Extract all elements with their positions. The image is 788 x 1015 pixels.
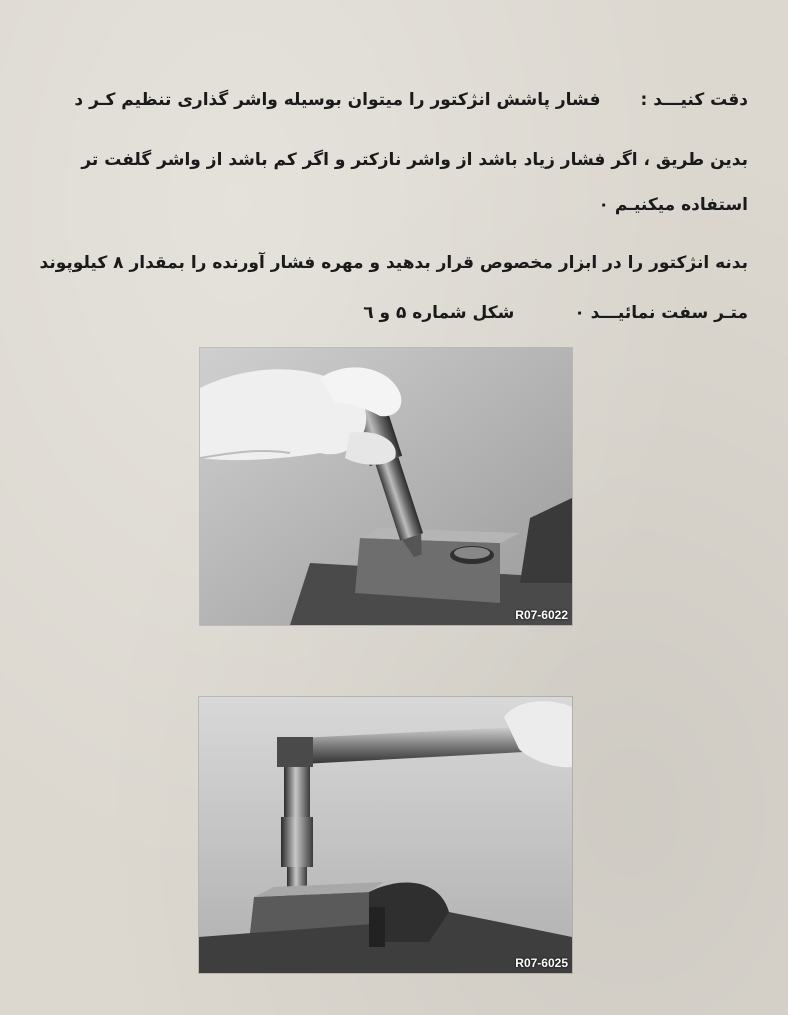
note-line-2: بدین طریق ، اگر فشار زیاد باشد از واشر نازکتر و اگر کم باشد از واشر گلفت تر (81, 150, 748, 170)
figure-6-photo (199, 697, 572, 973)
figure-5-photo (200, 348, 572, 625)
instruction-line-1: بدنه انژکتور را در ابزار مخصوص قرار بدهید و مهره فشار آورنده را بمقدار ۸ کیلوپوند (39, 253, 748, 273)
figure-code: R07-6025 (515, 956, 568, 970)
figure-reference: شکل شماره ۵ و ٦ (363, 303, 515, 323)
note-line-1 (70, 90, 748, 110)
instruction-line-2 (40, 303, 748, 323)
instruction-text: متـر سفت نمائیـــد ۰ (574, 303, 748, 323)
note-line-3: استفاده میکنیـم ۰ (598, 195, 748, 215)
figure-code: R07-6022 (515, 608, 568, 622)
note-label: دقت کنیـــد : (640, 90, 748, 110)
note-text-1: فشار پاشش انژکتور را میتوان بوسیله واشر گذاری تنظیم کـر د (74, 90, 601, 110)
